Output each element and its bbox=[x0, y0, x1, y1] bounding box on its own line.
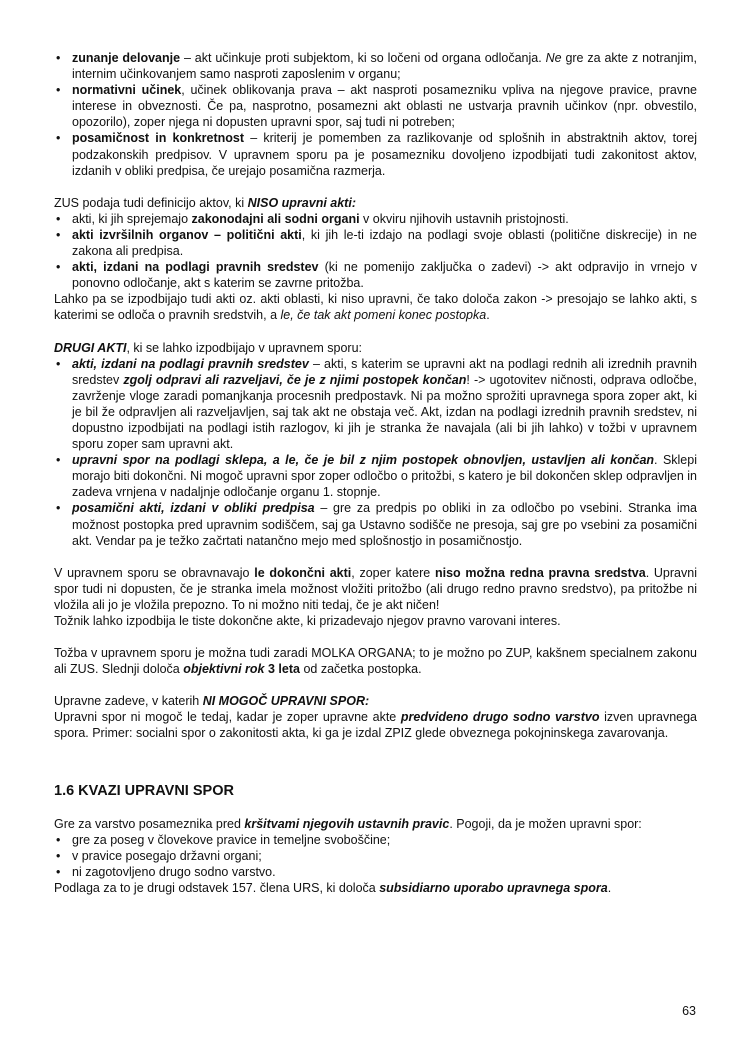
text-run: predvideno drugo sodno varstvo bbox=[400, 710, 600, 725]
list-item bbox=[54, 500, 697, 548]
text-run: – akt učinkuje proti subjektom, ki so ločeni od organa odločanja. bbox=[180, 51, 546, 65]
paragraph bbox=[54, 291, 697, 323]
text-run: kršitvami njegovih ustavnih pravic bbox=[244, 816, 450, 831]
list-item bbox=[54, 864, 697, 880]
page-number: 63 bbox=[682, 1004, 696, 1018]
paragraph bbox=[54, 880, 697, 896]
text-run: . bbox=[486, 308, 490, 323]
list-item bbox=[54, 227, 697, 259]
text-run: DRUGI AKTI bbox=[54, 340, 127, 355]
text-run: Tožnik lahko izpodbija le tiste dokončne akte, ki prizadevajo njegov pravno varovani interes. bbox=[54, 614, 561, 628]
list-item bbox=[54, 452, 697, 500]
text-run: zgolj odpravi ali razveljavi, če je z njimi postopek končan bbox=[123, 372, 467, 387]
text-run: Ne bbox=[545, 51, 562, 65]
text-run: akti, izdani na podlagi pravnih sredstev bbox=[72, 260, 319, 275]
text-run: gre za poseg v človekove pravice in temeljne svoboščine; bbox=[72, 832, 391, 847]
list-item bbox=[54, 832, 697, 848]
text-run: NISO upravni akti: bbox=[247, 195, 356, 210]
text-run: Podlaga za to je drugi odstavek 157. člena URS, ki določa bbox=[54, 880, 380, 895]
text-run: akti, ki jih sprejemajo bbox=[72, 211, 192, 226]
text-run: – gre za predpis po obliki in za odločbo po vsebini. Stranka ima možnost postopka pred upravnim sodiščem, saj ga Ustavno sodišče ne presoja, saj gre po vsebini za posamični akt. Vendar pa je težko začrtati natančno mejo med splošnostjo in posamičnostjo. bbox=[72, 501, 698, 548]
paragraph bbox=[54, 709, 697, 741]
text-run: posamičnost in konkretnost bbox=[72, 131, 245, 146]
text-run: v pravice posegajo državni organi; bbox=[72, 848, 262, 863]
text-run: . bbox=[607, 880, 612, 895]
conditions-list bbox=[54, 832, 697, 880]
text-run: izven upravnega spora. Primer: socialni spor o zakonitosti akta, ki ga je izdal ZPIZ glede obveznega pokojninskega zavarovanja. bbox=[54, 710, 698, 741]
text-run: (ki ne pomenijo zaključka o zadevi) -> akt odpravijo in vrnejo v ponovno odločanje, akt s katerim se zavrne pritožba. bbox=[72, 260, 697, 291]
other-acts-intro bbox=[54, 340, 697, 356]
document-page bbox=[54, 50, 697, 896]
text-run: ni zagotovljeno drugo sodno varstvo. bbox=[72, 864, 276, 879]
list-item bbox=[54, 848, 697, 864]
text-run: , zoper katere bbox=[351, 565, 435, 580]
text-run: – kriterij je pomemben za razlikovanje od splošnih in abstraktnih aktov, torej podzakonskih predpisov. V upravnem sporu pa je posamezniku dovoljeno izpodbijati tudi zakonitost aktov, izdanih v obliki predpisa, če urejajo posamična razmerja. bbox=[72, 131, 697, 178]
text-run: le, če tak akt pomeni konec postopka bbox=[280, 308, 487, 323]
list-item bbox=[54, 50, 697, 82]
text-run: ZUS podaja tudi definicijo aktov, ki bbox=[54, 195, 248, 210]
text-run: Upravne zadeve, v katerih bbox=[54, 694, 203, 709]
text-run: akti izvršilnih organov – politični akti bbox=[72, 227, 302, 242]
paragraph bbox=[54, 645, 697, 677]
text-run: . Pogoji, da je možen upravni spor: bbox=[449, 816, 642, 831]
text-run: Upravni spor ni mogoč le tedaj, kadar je zoper upravne akte bbox=[54, 710, 401, 725]
akt-criteria-list bbox=[54, 50, 697, 179]
text-run: – akti, s katerim se upravni akt na podlagi rednih ali izrednih pravnih sredstev bbox=[72, 356, 697, 387]
list-item bbox=[54, 82, 697, 130]
list-item bbox=[54, 259, 697, 291]
text-run: 3 leta bbox=[268, 662, 300, 677]
text-run: NI MOGOČ UPRAVNI SPOR: bbox=[202, 694, 370, 709]
text-run: Lahko pa se izpodbijajo tudi akti oz. akti oblasti, ki niso upravni, če tako določa zakon -> presojajo se lahko akti, s katerimi se odloča o pravnih sredstvih, a bbox=[54, 292, 697, 323]
text-run: posamični akti, izdani v obliki predpisa bbox=[72, 501, 315, 516]
text-run: . Upravni spor tudi ni dopusten, če je stranka imela možnost vložiti pritožbo (ali drugo redno pravno sredstvo), pa pritožbe ni vložila ali jo je vložila prepozno. To ni možno niti tedaj, če je akt ničen! bbox=[54, 565, 697, 612]
text-run: v okviru njihovih ustavnih pristojnosti. bbox=[359, 211, 569, 226]
text-run: Tožba v upravnem sporu je možna tudi zaradi MOLKA ORGANA; to je možno po ZUP, kakšnem specialnem zakonu ali ZUS. Slednji določa bbox=[54, 646, 697, 677]
text-run: upravni spor na podlagi sklepa, a le, če je bil z njim postopek obnovljen, ustavljen ali končan bbox=[72, 453, 655, 468]
text-run: objektivni rok bbox=[183, 662, 265, 677]
text-run: akti, izdani na podlagi pravnih sredstev bbox=[72, 356, 309, 371]
text-run: , ki se lahko izpodbijajo v upravnem sporu: bbox=[126, 340, 362, 355]
text-run: Gre za varstvo posameznika pred bbox=[54, 816, 245, 831]
not-administrative-acts-list bbox=[54, 211, 697, 291]
paragraph bbox=[54, 613, 697, 629]
other-acts-list bbox=[54, 356, 697, 549]
text-run: zunanje delovanje bbox=[72, 51, 181, 65]
text-run: subsidiarno uporabo upravnega spora bbox=[379, 880, 608, 895]
text-run: od začetka postopka. bbox=[299, 662, 422, 677]
text-run: normativni učinek bbox=[72, 83, 182, 98]
not-administrative-acts-intro bbox=[54, 195, 697, 211]
text-run: le dokončni akti bbox=[254, 565, 352, 580]
paragraph bbox=[54, 565, 697, 613]
text-run: gre za akte z notranjim, internim učinkovanjem samo nasproti zaposlenim v organu; bbox=[72, 51, 697, 82]
list-item bbox=[54, 211, 697, 227]
paragraph bbox=[54, 693, 697, 709]
text-run: , ki jih le-ti izdajo na podlagi svoje oblasti (politične diskrecije) in ne zakona ali predpisa. bbox=[72, 227, 697, 259]
text-run: ! -> ugotovitev ničnosti, odprava odločbe, zavrženje vloge zaradi pomanjkanja procesnih predpostavk. Ni pa možno sprožiti upravnega spora zoper akt, ki je bil že odpravljen ali razveljavljen, saj tak akt ne obstaja več. Akt, izdan na podlagi izrednih pravnih sredstev, ni dopustno izpodbijati na podlagi istih razlogov, ki jih je stranka že navajala (ali bi jih lahko) v tožbi v upravnem sporu zoper sam upravni akt. bbox=[72, 372, 697, 452]
text-run: . Sklepi morajo biti dokončni. Ni mogoč upravni spor zoper odločbo o pritožbi, s katero je bil dokončen sklep odpravljen in zadeva vrnjena v nadaljnje odločanje organu 1. stopnje. bbox=[72, 453, 697, 500]
text-run: zakonodajni ali sodni organi bbox=[191, 211, 360, 226]
text-run: V upravnem sporu se obravnavajo bbox=[54, 565, 255, 580]
section-heading: 1.6 KVAZI UPRAVNI SPOR bbox=[54, 782, 234, 799]
list-item bbox=[54, 356, 697, 453]
list-item bbox=[54, 130, 697, 178]
text-run: niso možna redna pravna sredstva bbox=[434, 565, 646, 580]
text-run: , učinek oblikovanja prava – akt nasproti posamezniku vpliva na njegove pravice, pravne interese in obveznosti. Če pa, nasprotno, posamezni akt oblasti ne ustvarja pravnih učinkov (npr. obvestilo, opozorilo), zoper njega ni dopusten upravni spor, saj tudi ni potreben; bbox=[72, 83, 697, 130]
paragraph bbox=[54, 816, 697, 832]
